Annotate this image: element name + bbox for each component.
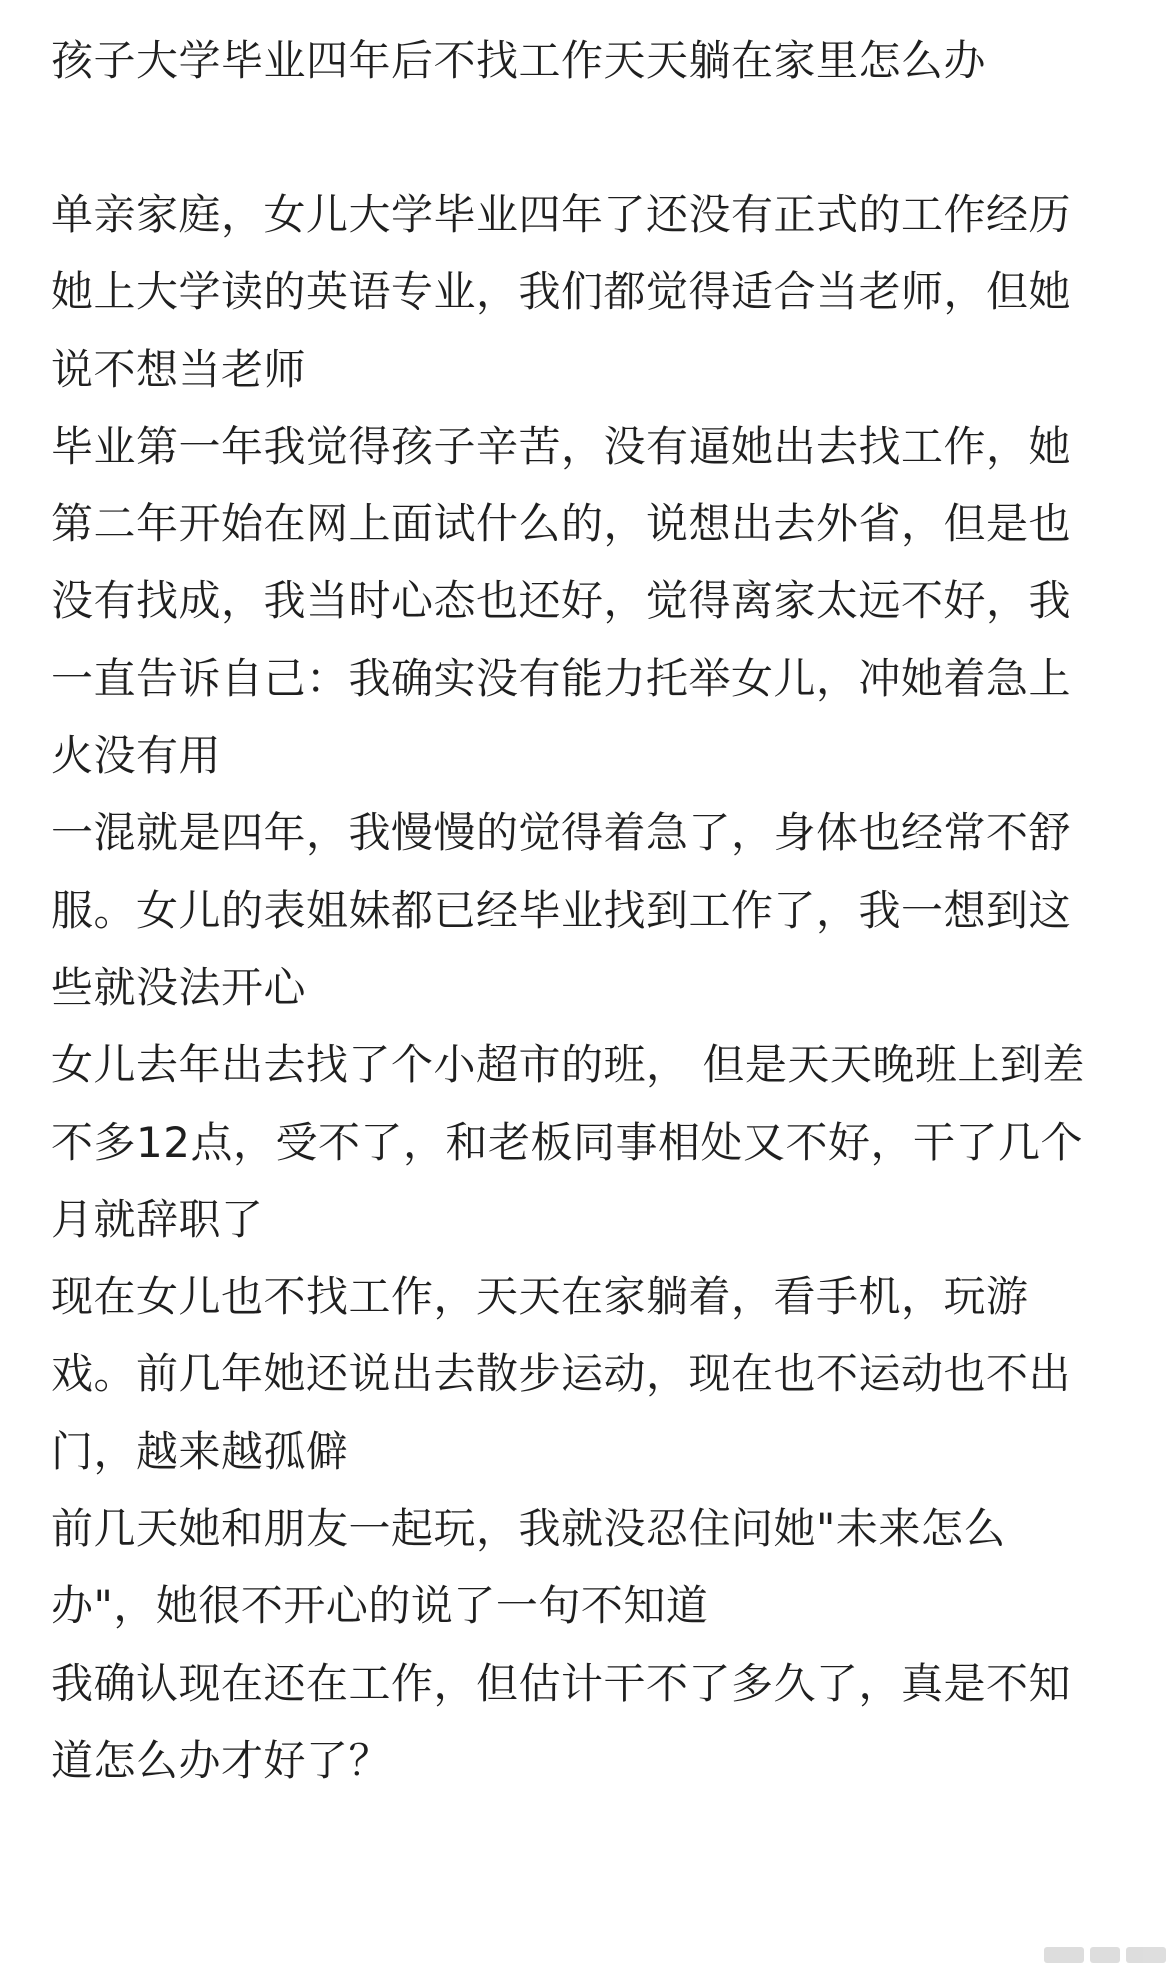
paragraph-7: 前几天她和朋友一起玩，我就没忍住问她"未来怎么办"，她很不开心的说了一句不知道 [51,1504,1006,1631]
watermark [1044,1947,1166,1963]
watermark-logo-icon [1044,1947,1084,1963]
paragraph-3: 毕业第一年我觉得孩子辛苦，没有逼她出去找工作，她第二年开始在网上面试什么的，说想出去外省，但是也没有找成，我当时心态也还好，觉得离家太远不好，我一直告诉自己：我确实没有能力托举女儿，冲她着急上火没有用 [51,421,1072,781]
post-title: 孩子大学毕业四年后不找工作天天躺在家里怎么办 [51,36,987,85]
paragraph-8: 我确认现在还在工作，但估计干不了多久了，真是不知道怎么办才好了？ [51,1658,1072,1785]
paragraph-2: 她上大学读的英语专业，我们都觉得适合当老师，但她说不想当老师 [51,267,1072,394]
post-content [51,22,1121,1799]
paragraph-5: 女儿去年出去找了个小超市的班， 但是天天晚班上到差不多12点，受不了，和老板同事相处又不好，干了几个月就辞职了 [51,1040,1085,1244]
paragraph-6: 现在女儿也不找工作，天天在家躺着，看手机，玩游戏。前几年她还说出去散步运动，现在也不运动也不出门，越来越孤僻 [51,1272,1072,1476]
paragraph-4: 一混就是四年，我慢慢的觉得着急了，身体也经常不舒服。女儿的表姐妹都已经毕业找到工作了，我一想到这些就没法开心 [51,808,1072,1012]
paragraph-1: 单亲家庭，女儿大学毕业四年了还没有正式的工作经历 [51,190,1072,239]
watermark-text-icon [1126,1947,1166,1963]
watermark-mark-icon [1090,1947,1120,1963]
post-body [51,176,1121,1799]
